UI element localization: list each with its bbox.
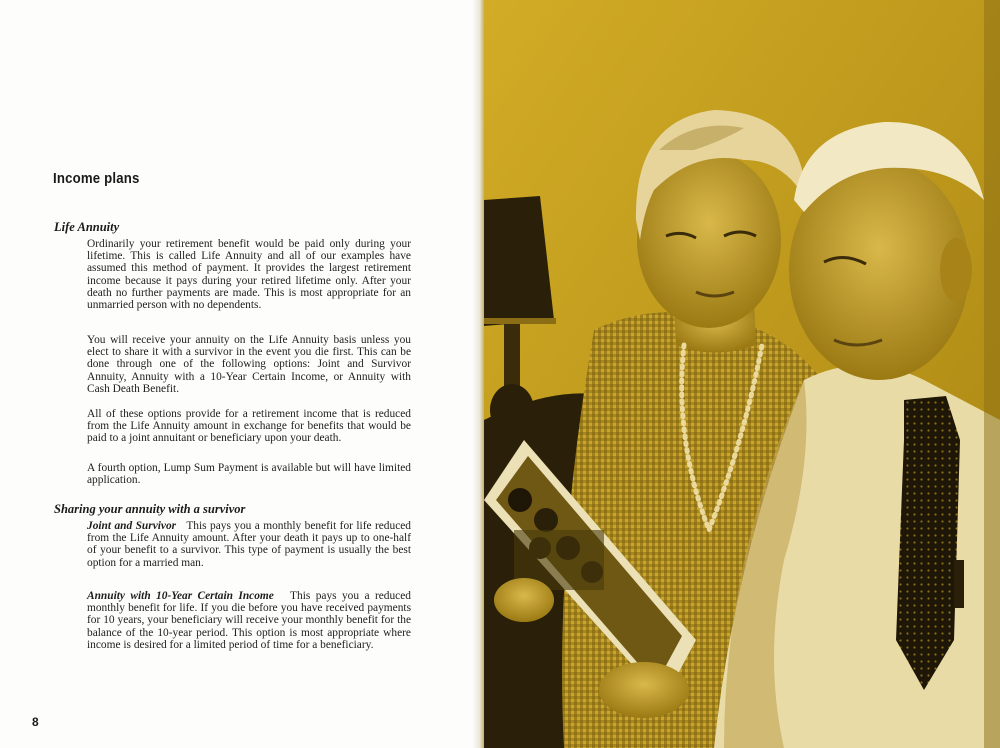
woman-hand [494, 578, 554, 622]
joint-survivor-paragraph [87, 520, 411, 569]
joint-survivor-text: This pays you a monthly benefit for life reduced from the Life Annuity amount. After your death it pays up to one-half of your benefit to a survivor. This type of payment is usually the best option for a married man. [87, 520, 411, 569]
life-annuity-paragraph-2: You will receive your annuity on the Life Annuity basis unless you elect to share it with a survivor in the event you die first. This can be done through one of the following options: Joint and Survivor Annuity, Annuity with a 10-Year Certain Income, or Annuity with Cash Death Benefit. [87, 334, 411, 395]
life-annuity-paragraph-4: A fourth option, Lump Sum Payment is available but will have limited application. [87, 462, 411, 487]
sharing-subheading: Sharing your annuity with a survivor [54, 502, 246, 516]
ten-year-certain-paragraph [87, 590, 411, 651]
ten-year-certain-term: Annuity with 10-Year Certain Income [87, 590, 274, 602]
life-annuity-paragraph-1: Ordinarily your retirement benefit would be paid only during your lifetime. This is called Life Annuity and all of our examples have assumed this method of payment. It provides the largest retirement income because it pays during your retired lifetime only. After your death no further payments are made. This is most appropriate for an unmarried person with no dependents. [87, 238, 411, 312]
man-hand [599, 662, 689, 718]
elderly-couple-photo [484, 0, 1000, 748]
pocket-pen [954, 560, 964, 608]
life-annuity-paragraph-3: All of these options provide for a retirement income that is reduced from the Life Annuity amount in exchange for benefits that would be paid to a joint annuitant or beneficiary upon your death. [87, 408, 411, 445]
left-page [0, 0, 478, 748]
man-ear [940, 238, 972, 302]
page-number: 8 [32, 715, 39, 729]
man-tie [896, 396, 960, 690]
ten-year-certain-text: This pays you a reduced monthly benefit for life. If you die before you have received payments for 10 years, your beneficiary will receive your monthly benefit for the balance of the 10-year period. This option is most appropriate where income is desired for a limited period of time for a beneficiary. [87, 590, 411, 651]
life-annuity-subheading: Life Annuity [54, 220, 120, 234]
right-page-photo [484, 0, 1000, 748]
page-heading: Income plans [53, 170, 140, 187]
joint-survivor-term: Joint and Survivor [87, 520, 177, 532]
